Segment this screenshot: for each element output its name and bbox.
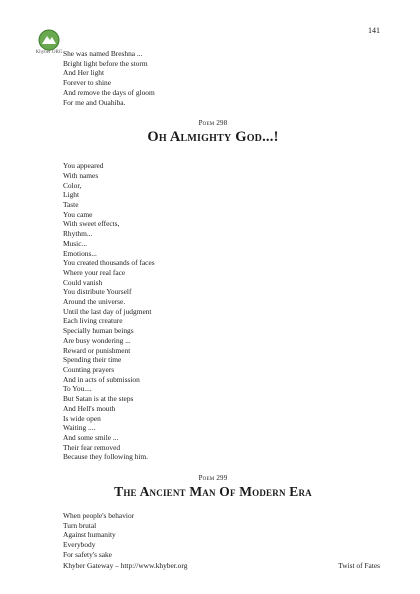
poem-body — [63, 511, 363, 560]
poem-line: Music... — [63, 238, 88, 248]
footer-site-link[interactable]: Khyber Gateway – http://www.khyber.org — [63, 561, 188, 570]
poem-line: And remove the days of gloom — [63, 87, 155, 97]
poem-line: Turn brutal — [63, 520, 97, 530]
poem-line: Taste — [63, 200, 79, 210]
poem-number: Poem 299 — [198, 474, 228, 483]
poem-line: Light — [63, 190, 80, 200]
poem-line: You created thousands of faces — [63, 258, 155, 268]
poem-body — [63, 161, 363, 462]
poem-line: She was named Breshna ... — [63, 49, 143, 58]
poem-line: Everybody — [63, 540, 96, 550]
poem-line: Spending their time — [63, 355, 122, 365]
poem-line: And some smile ... — [63, 432, 119, 442]
poem-line: With names — [63, 170, 99, 180]
poem-line: And Hell's mouth — [63, 403, 116, 413]
mountain-logo-icon — [38, 29, 60, 51]
page-number: 141 — [368, 26, 380, 35]
poem-line: Is wide open — [63, 413, 101, 423]
poem-line: When people's behavior — [63, 511, 135, 521]
poem-line: With sweet effects, — [63, 219, 120, 229]
poem-line: And Her light — [63, 68, 105, 78]
poem-line: Counting prayers — [63, 364, 115, 374]
previous-poem-ending — [63, 49, 363, 107]
poem-line: Until the last day of judgment — [63, 306, 152, 316]
poem-line: Forever to shine — [63, 78, 112, 88]
poem-line: Around the universe. — [63, 297, 126, 307]
poem-line: You appeared — [63, 161, 104, 171]
poem-line: For me and Ouahiba. — [63, 97, 126, 107]
poem-number: Poem 298 — [198, 119, 228, 128]
poem-line: You came — [63, 209, 93, 219]
poem-title: Oh Almighty God...! — [147, 129, 279, 146]
poem-line: Because they following him. — [63, 452, 148, 462]
poem-line: Emotions... — [63, 248, 97, 258]
poem-line: For safety's sake — [63, 549, 112, 559]
poem-line: You distribute Yourself — [63, 287, 132, 297]
page-content — [63, 49, 363, 560]
poem-line: Bright light before the storm — [63, 58, 148, 68]
poem-line: Where your real face — [63, 267, 126, 277]
poem-line: And in acts of submission — [63, 374, 140, 384]
poem-line: To You.... — [63, 384, 92, 394]
poem-line: Could vanish — [63, 277, 103, 287]
poem-line: Specially human beings — [63, 326, 134, 336]
poem-line: But Satan is at the steps — [63, 394, 134, 404]
poem-line: Each living creature — [63, 316, 123, 326]
poem-line: Their fear removed — [63, 442, 121, 452]
logo-label: Khyber ORG — [35, 50, 63, 55]
poem-line: Are busy wondering ... — [63, 335, 131, 345]
poem-line: Against humanity — [63, 530, 116, 540]
poem-line: Reward or punishment — [63, 345, 131, 355]
footer-book-title: Twist of Fates — [338, 561, 380, 570]
poem-title: The Ancient Man Of Modern Era — [114, 484, 312, 500]
poem-line: Color, — [63, 180, 82, 190]
poem-line: Rhythm... — [63, 229, 93, 239]
poem-line: Waiting .... — [63, 423, 96, 433]
